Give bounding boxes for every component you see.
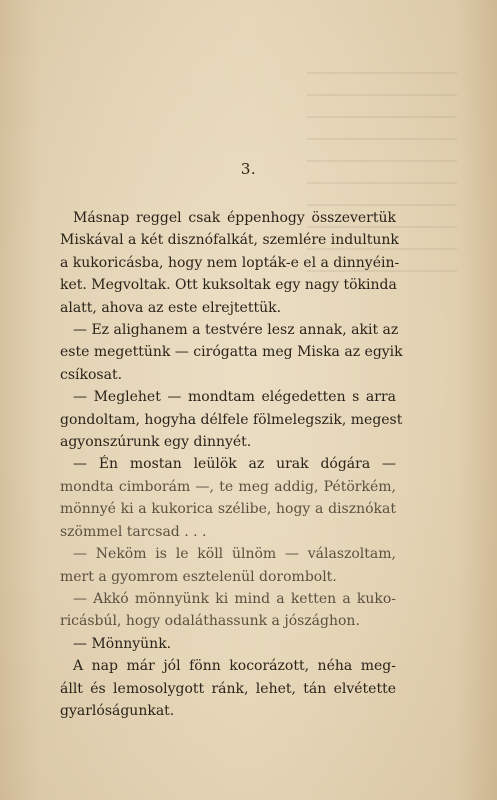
text-line: gondoltam, hogyha délfele fölmelegszik, megest bbox=[60, 411, 403, 428]
text-line: gyarlóságunkat. bbox=[60, 702, 175, 719]
text-line: este megettünk — cirógatta meg Miska az egyik bbox=[60, 344, 403, 361]
text-line: — Akkó mönnyünk ki mind a ketten a kuko- bbox=[73, 590, 396, 607]
text-line: agyonszúrunk egy dinnyét. bbox=[60, 434, 252, 451]
text-line: állt és lemosolygott ránk, lehet, tán elvétette bbox=[60, 680, 396, 697]
text-line: mönnyé ki a kukorica szélibe, hogy a disznókat bbox=[60, 501, 396, 518]
text-line: mondta cimborám —, te meg addig, Pétörkém, bbox=[60, 478, 396, 495]
text-line: — Én mostan leülök az urak dógára — bbox=[73, 456, 396, 473]
text-line: ricásbúl, hogy odaláthassunk a jószághon. bbox=[60, 613, 360, 630]
text-line: ket. Megvoltak. Ott kuksoltak egy nagy tökinda bbox=[60, 277, 397, 294]
text-line: — Ez alighanem a testvére lesz annak, akit az bbox=[73, 322, 399, 339]
text-line: mert a gyomrom esztelenül dorombolt. bbox=[60, 568, 337, 585]
text-line: szömmel tarcsad . . . bbox=[60, 523, 207, 540]
text-line: — Meglehet — mondtam elégedetten s arra bbox=[73, 389, 396, 406]
text-line: — Neköm is le köll ülnöm — válaszoltam, bbox=[73, 546, 396, 563]
body-text bbox=[60, 207, 403, 722]
text-line: A nap már jól fönn kocorázott, néha meg- bbox=[73, 658, 396, 675]
text-line: Miskával a két disznófalkát, szemlére indultunk bbox=[60, 232, 399, 249]
text-line: csíkosat. bbox=[60, 366, 123, 383]
page-number: 3. bbox=[240, 160, 257, 178]
text-line: Másnap reggel csak éppenhogy összevertük bbox=[73, 210, 396, 226]
text-line: — Mönnyünk. bbox=[73, 635, 172, 652]
text-line: a kukoricásba, hogy nem lopták-e el a dinnyéin- bbox=[60, 254, 400, 271]
text-line: alatt, ahova az este elrejtettük. bbox=[60, 299, 282, 316]
